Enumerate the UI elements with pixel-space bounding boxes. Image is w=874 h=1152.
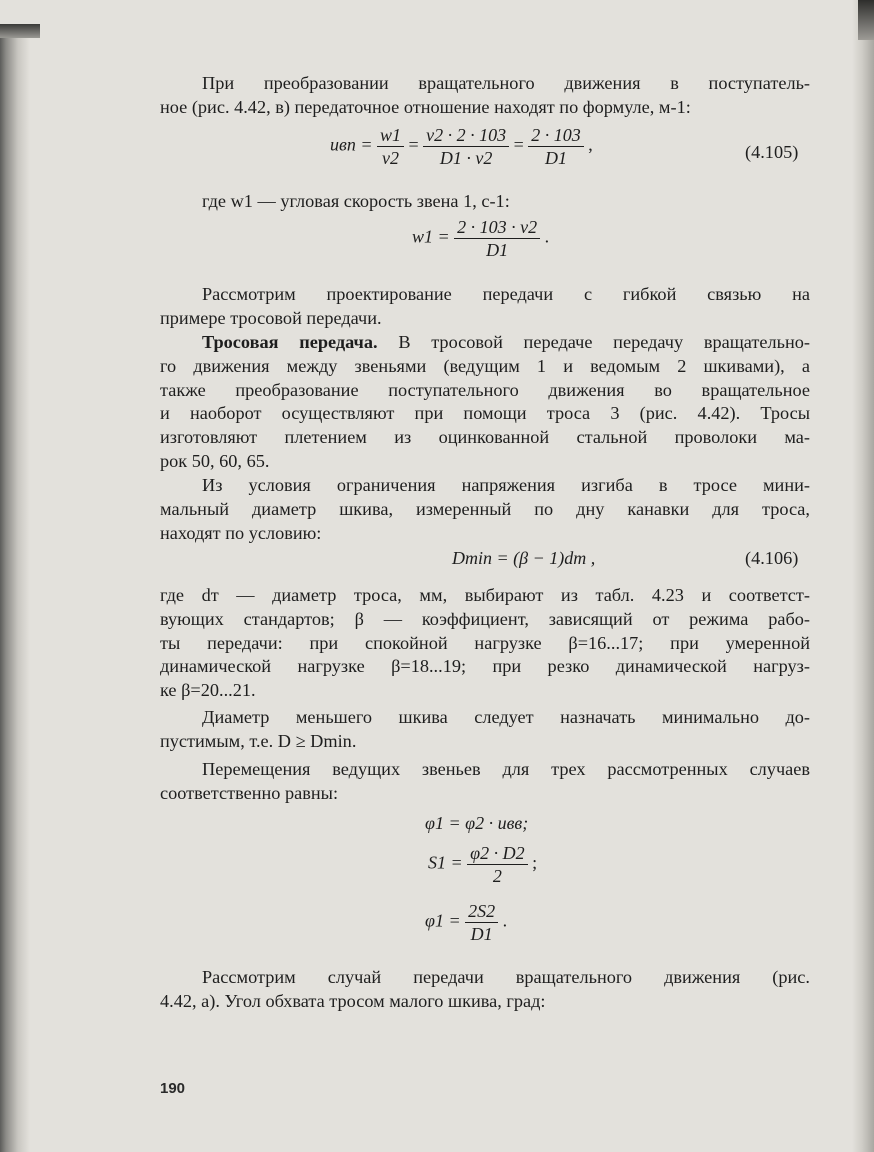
equals-sign: = xyxy=(408,134,419,155)
formula-punctuation: ; xyxy=(532,852,538,873)
fraction-denominator: D1 · v2 xyxy=(439,148,493,168)
where-line xyxy=(160,190,810,214)
fraction-numerator: 2 · 103 · v2 xyxy=(454,217,540,239)
equation-number: (4.105) xyxy=(745,142,799,162)
text-span: В тросовой передаче передачу вращательно- xyxy=(398,332,810,352)
text-line: вующих стандартов; β — коэффициент, зависящий от режима рабо- xyxy=(160,608,810,629)
formula-phi1: φ1 = φ2 · uвв; xyxy=(425,813,529,833)
fraction-denominator: D1 xyxy=(470,924,493,944)
text-line: Рассмотрим проектирование передачи с гибкой связью на xyxy=(202,284,810,304)
text-line: Рассмотрим случай передачи вращательного движения (рис. xyxy=(202,967,810,987)
paragraph-intro xyxy=(160,72,810,120)
text-line: динамической нагрузке β=18...19; при резко динамической нагруз- xyxy=(160,656,810,677)
fraction-denominator: D1 xyxy=(486,240,509,260)
paragraph-min-diameter xyxy=(160,474,810,545)
fraction-numerator: v2 · 2 · 103 xyxy=(423,125,509,147)
fraction-numerator: 2 · 103 xyxy=(528,125,584,147)
equals-sign: = xyxy=(513,134,524,155)
section-heading: Тросовая передача. xyxy=(202,332,378,352)
text-line: изготовляют плетением из оцинкованной стальной проволоки ма- xyxy=(160,427,810,448)
formula-punctuation: . xyxy=(544,226,550,247)
text-line: ты передачи: при спокойной нагрузке β=16...17; при умеренной xyxy=(160,632,810,653)
fraction xyxy=(465,901,498,944)
text-line: где dт — диаметр троса, мм, выбирают из табл. 4.23 и соответст- xyxy=(160,585,810,605)
text-line: примере тросовой передачи. xyxy=(160,307,382,328)
paragraph-cable-drive xyxy=(160,331,810,474)
text-line: ное (рис. 4.42, в) передаточное отношение находят по формуле, м-1: xyxy=(160,96,691,117)
fraction-denominator: D1 xyxy=(545,148,568,168)
fraction xyxy=(423,125,509,168)
fraction-denominator: 2 xyxy=(492,866,502,886)
text-line: 4.42, а). Угол обхвата тросом малого шкива, град: xyxy=(160,990,546,1011)
formula-punctuation: , xyxy=(588,134,593,155)
formula-4-106: Dmin = (β − 1)dт , xyxy=(452,548,596,568)
formula-phi1-s2 xyxy=(425,901,507,944)
fraction xyxy=(454,217,540,260)
formula-lhs: uвп = xyxy=(330,134,373,155)
fraction-numerator: 2S2 xyxy=(465,901,498,923)
text-line: и наоборот осуществляют при помощи троса 3 (рис. 4.42). Тросы xyxy=(160,403,810,424)
page-edge-shadow xyxy=(852,0,874,1152)
page-binding-shadow xyxy=(0,30,30,1152)
fraction xyxy=(377,125,404,168)
text-line: Диаметр меньшего шкива следует назначать минимально до- xyxy=(202,707,810,727)
text-line: рок 50, 60, 65. xyxy=(160,450,270,471)
text-line: ке β=20...21. xyxy=(160,680,256,701)
text-line: где w1 — угловая скорость звена 1, с-1: xyxy=(202,191,510,211)
text-line xyxy=(160,331,810,355)
text-line: Перемещения ведущих звеньев для трех рассмотренных случаев xyxy=(202,759,810,779)
page-corner-shadow xyxy=(0,24,40,38)
fraction-denominator: v2 xyxy=(381,148,399,168)
formula-w1 xyxy=(412,217,549,260)
fraction-numerator: φ2 · D2 xyxy=(467,843,527,865)
text-line: мальный диаметр шкива, измеренный по дну канавки для троса, xyxy=(160,498,810,519)
fraction-numerator: w1 xyxy=(377,125,404,147)
page-corner-shadow-right xyxy=(858,0,874,40)
fraction xyxy=(528,125,584,168)
text-line: Из условия ограничения напряжения изгиба в тросе мини- xyxy=(202,475,810,495)
paragraph-flexible-link xyxy=(160,283,810,331)
text-line: находят по условию: xyxy=(160,522,322,543)
formula-4-105 xyxy=(330,125,593,168)
fraction xyxy=(467,843,527,886)
paragraph-small-pulley xyxy=(160,706,810,754)
text-line: пустимым, т.е. D ≥ Dmin. xyxy=(160,730,357,751)
formula-lhs: φ1 = xyxy=(425,910,461,931)
paragraph-displacements xyxy=(160,758,810,806)
paragraph-wrap-angle xyxy=(160,966,810,1014)
page-number: 190 xyxy=(160,1080,186,1097)
text-line: соответственно равны: xyxy=(160,782,339,803)
text-line: При преобразовании вращательного движения в поступатель- xyxy=(202,73,810,93)
formula-s1 xyxy=(428,843,537,886)
text-line: го движения между звеньями (ведущим 1 и ведомым 2 шкивами), а xyxy=(160,355,810,376)
formula-lhs: S1 = xyxy=(428,852,463,873)
equation-number: (4.106) xyxy=(745,548,799,568)
formula-punctuation: . xyxy=(502,910,508,931)
text-line: также преобразование поступательного движения во вращательное xyxy=(160,379,810,400)
paragraph-coefficients xyxy=(160,584,810,703)
formula-lhs: w1 = xyxy=(412,226,450,247)
